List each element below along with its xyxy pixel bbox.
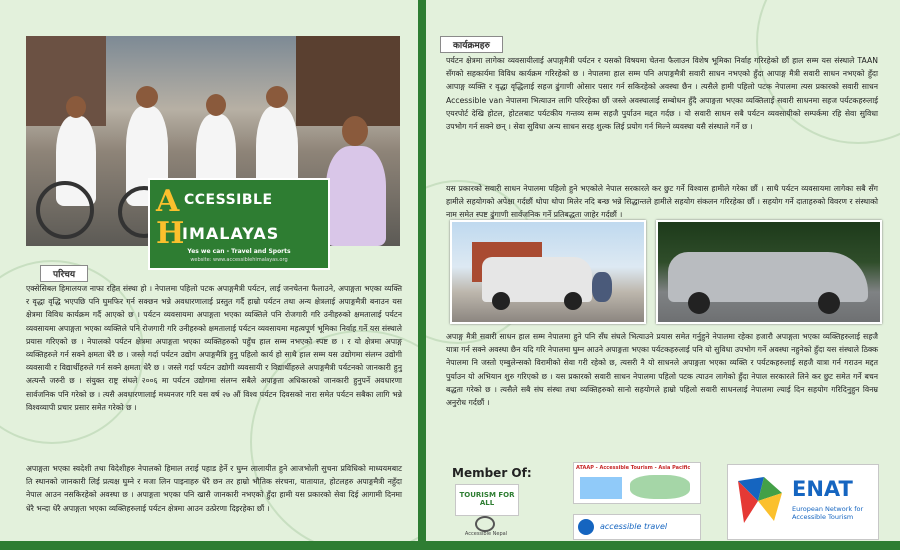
programs-paragraph-2: यस प्रकारको सवारी साधन नेपालमा पहिलो हुने भएकोले नेपाल सरकारले कर छुट गर्ने विश्वास हामीले गरेका छौं । साथै पर्यटन व्यवसायमा लागेका सबै सँग हामीले सहयोगको अपेक्षा गर्दछौं थोपा थोपा मिलेर नदि बन्छ भन्ने सिद्धान्तले हामीले सहयोग संकलन गरिरहेका छौं । सहयोग गर्ने दाताहरुको विवरण र संस्थाको नाम समेत स्पष्ट ढुंगाणी सार्वजनिक गर्ने प्रतिबद्धता जाहेर गर्दछौं ।: [446, 184, 878, 220]
intro-paragraph-2: अपाङ्गता भएका स्वदेशी तथा विदेशीहरु नेपालको हिमाल तराई पहाड हेर्ने र घुम्न लालायीत हुने आजभोली सुचना प्रविधिको माध्ययमबाट ति स्थानको जानकारी लिई प्रत्यक्ष घुम्ने र मजा लिन पाइनाहरु धेरै छन तर हाम्रो भौतिक संरचना, यातायात, होटलहरु अपाङ्गमैत्री नहुँदा नेपाल आउन नसकिरहेको अवस्था छ । अपाङ्गता भएका पनि खासै जानकारी नभएको हुँदा हामी यस प्रकारको सेवा दिई आगामी दिनमा धेरै भन्दा धेरै अपाङ्गता भएका व्यक्तिहरुलाई पर्यटन क्षेत्रमा आउन उत्प्रेरणा दिइरहेका छौं ।: [26, 464, 402, 513]
accessible-himalayas-logo: [148, 178, 330, 270]
enat-title: ENAT: [792, 477, 853, 501]
accessible-travel-logo: [573, 514, 701, 540]
accessible-travel-label: accessible travel: [600, 522, 668, 531]
logo-letter-a: A: [156, 184, 180, 219]
logo-line-1: CCESSIBLE: [184, 192, 273, 208]
logo-tagline: Yes we can - Travel and Sports: [187, 248, 291, 255]
intro-paragraph-1: एक्सेसिबल हिमालयज नाफा रहित संस्था हो । नेपालमा पहिलो पटक अपाङ्गमैत्री पर्यटन, लाई जनचेतना फैलाउने, अपाङ्गता भएका व्यक्ति र वृद्धा वृद्धि भएपछि पनि घुमफिर गर्न सक्छन भन्ने अवधारणालाई प्रस्तुत गर्दै हाम्रो पर्यटन तथा अन्य क्षेत्रलाई अपाङ्गमैत्री बनाउन यस क्षेत्रमा विविध कार्यक्रम गर्दै आएको छ । पर्यटन व्यवसायमा अपाङ्गता भएका व्यक्तिले पनि रोजगारी गरि उनीहरुको क्षमतालाई पर्यटन व्यवसायमा अपाङ्गता भएका व्यक्तिले पनि रोजगारी गरि उनीहरुको क्षमतालाई पर्यटन व्यवसायमा महत्वपूर्ण भूमिका निर्वाह गर्ने यस संस्थाले प्रयास गरिएको छ । नेपालको पर्यटन क्षेत्रमा अपाङ्गता भएका व्यक्तिहरुको पहुँच हाल सम्म नभएको स्पष्ट छ । र यो क्षेत्रमा अपाङ्ग व्यक्तिहरुले गर्न सक्ने क्षमता धेरै छ । जस्ले गर्दा पर्यटन उद्योग अपाङ्गमैत्रि हुनु पहिलो कार्य हो साथै हाल सम्म यस उद्योगमा संलग्न उद्योगी व्यवसायी र विद्यार्थीहरुले गर्न सक्ने क्षमता धेरै छ । जस्ले गर्दा पर्यटन उद्योगी व्यवसायी र विद्यार्थीहरुले अपाङ्गमैत्री पर्यटनको जानकारी हुनु अत्यन्तै जरुरी छ । संयुक्त राष्ट्र संघले २००६ मा पर्यटन उद्योगमा संलग्न सबैले अपाङ्गता अधिकारको जानकारी हुनुपर्ने अवधारणा सार्वजनिक पनि गरेको छ । त्यसै अवधारणालाई मध्यनजर गरि यस वर्ष २७ औं विश्व पर्यटन दिवसको नारा समेत पर्यटन सबैका लागि भन्ने विश्वव्यापी प्रचार प्रसार समेत गरेको छ ।: [26, 284, 402, 412]
member-of-title: Member Of:: [452, 466, 532, 480]
intro-section-title: परिचय: [40, 265, 88, 282]
minivan-photo: [656, 220, 882, 324]
tourism-for-all-logo: [455, 484, 519, 516]
logo-website: website: www.accessiblehimalayas.org: [190, 257, 288, 263]
accessible-nepal-logo: [455, 516, 517, 540]
tourism-for-all-label: TOURISM FOR ALL: [459, 491, 515, 507]
accessible-nepal-label: Accessible Nepal: [464, 531, 508, 537]
enat-subtitle: [792, 505, 863, 521]
ataap-logo: [573, 462, 701, 504]
bottom-bar: [0, 541, 900, 550]
logo-letter-h: H: [156, 216, 185, 251]
page-spine: [418, 0, 426, 550]
programs-section-title: कार्यक्रमहरु: [440, 36, 503, 53]
ataap-label: ATAAP - Accessible Tourism - Asia Pacific: [576, 465, 691, 471]
enat-logo: [727, 464, 879, 540]
enat-subtitle-line-2: Accessible Tourism: [792, 513, 854, 521]
programs-paragraph-3: अपाङ्ग मैत्री सवारी साधन हाल सम्म नेपालमा हुने पनि सँघ संघले भित्याउने प्रयास समेत गर्नुहुने नेपालमा रहेका हजारौ अपाङ्गता भएका व्यक्तिहरुलाई सहजै यात्रा गर्न सक्ने अवस्था छैन यदि गरि नेपालमा घुम्न आउने अपाङ्गता भएका पर्यटकहरुलाई पनि यो सुविधा उपभोग गर्ने अवस्था नहुनेको हुँदा यस संस्थाले ठिक्क नेपालमा नि जस्तो एम्बुलेन्सको विरामीको सेवा गरी रहेको छ, त्यसरी नै यो साधनले अपाङ्गता भएका व्यक्ति र पर्यटकहरुलाई सहजै यात्रा गर्न गराउन मद्दत पुर्याउन यो अभियान शुरु गरिएको छ । यस प्रकारको सवारी साधन नेपालमा पहिलो पटक त्याउन लागेको हुँदा नेपाल सरकारले लिने कर छुट समेत गर्ने बचन बद्धता गरेको छ । त्यसैले सबै संघ संस्था तथा व्यक्तिहरुको सानो सहयोगले हाम्रो पहिलो सवारी साधनलाई नेपालमा ल्याई दिन सहयोग गरिदिनुहुन विनम्र अनुरोध गर्दछौं ।: [446, 332, 878, 408]
programs-paragraph-1: पर्यटन क्षेत्रमा लागेका व्यवसायीलाई अपाङ्गमैत्री पर्यटन र यसको विषयमा चेतना फैलाउन विशेष भूमिका निर्वाह गरिरहेको छौं हाल सम्म यस संस्थाले TAAN सँगको सहकार्यमा विविध कार्यक्रम गरिरहेको छ । नेपालमा हाल सम्म पनि अपाङ्गमैत्री सवारी साधन नभएको हुँदा आपाङ्ग मैत्री सवारी साधन नभएको हुँदा आपाङ्ग व्यक्ति र वृद्धा वृद्धिलाई सहज ढुंगाणी ओसार पसार गर्न सकिरहेको अवस्था छैन । त्यसैले हामी पहिलो पटक नेपालमा त्यस प्रकारको सवारी साधन Accessible van नेपालमा भित्याउन लागि परिरहेका छौं जस्ले अवस्थालाई सम्बोधन हुँदै अपाङ्गता भएका व्यक्तिलाई सवारी साधनमा सहज पर्यटकहरुलाई एयरपोर्ट देखि होटल, होटलबाट पर्यटकीय गन्तव्य सम्म सहजै पुर्याउन मद्दत गर्दछ । यो सवारी साधन सबै पर्यटन व्यवसायीको सम्पर्कमा रहि सेवा सुविधा उपभोग गर्न सक्ने छन् । सेवा सुविधा अन्य साधन सरह शुल्क लिई प्रयोग गर्न मिल्ने व्यवस्था यसै संस्थाले गर्ने छ ।: [446, 56, 878, 132]
logo-line-2: IMALAYAS: [182, 224, 280, 243]
suv-photo: [450, 220, 646, 324]
enat-mark-icon: [734, 475, 786, 529]
enat-subtitle-line-1: European Network for: [792, 505, 864, 513]
